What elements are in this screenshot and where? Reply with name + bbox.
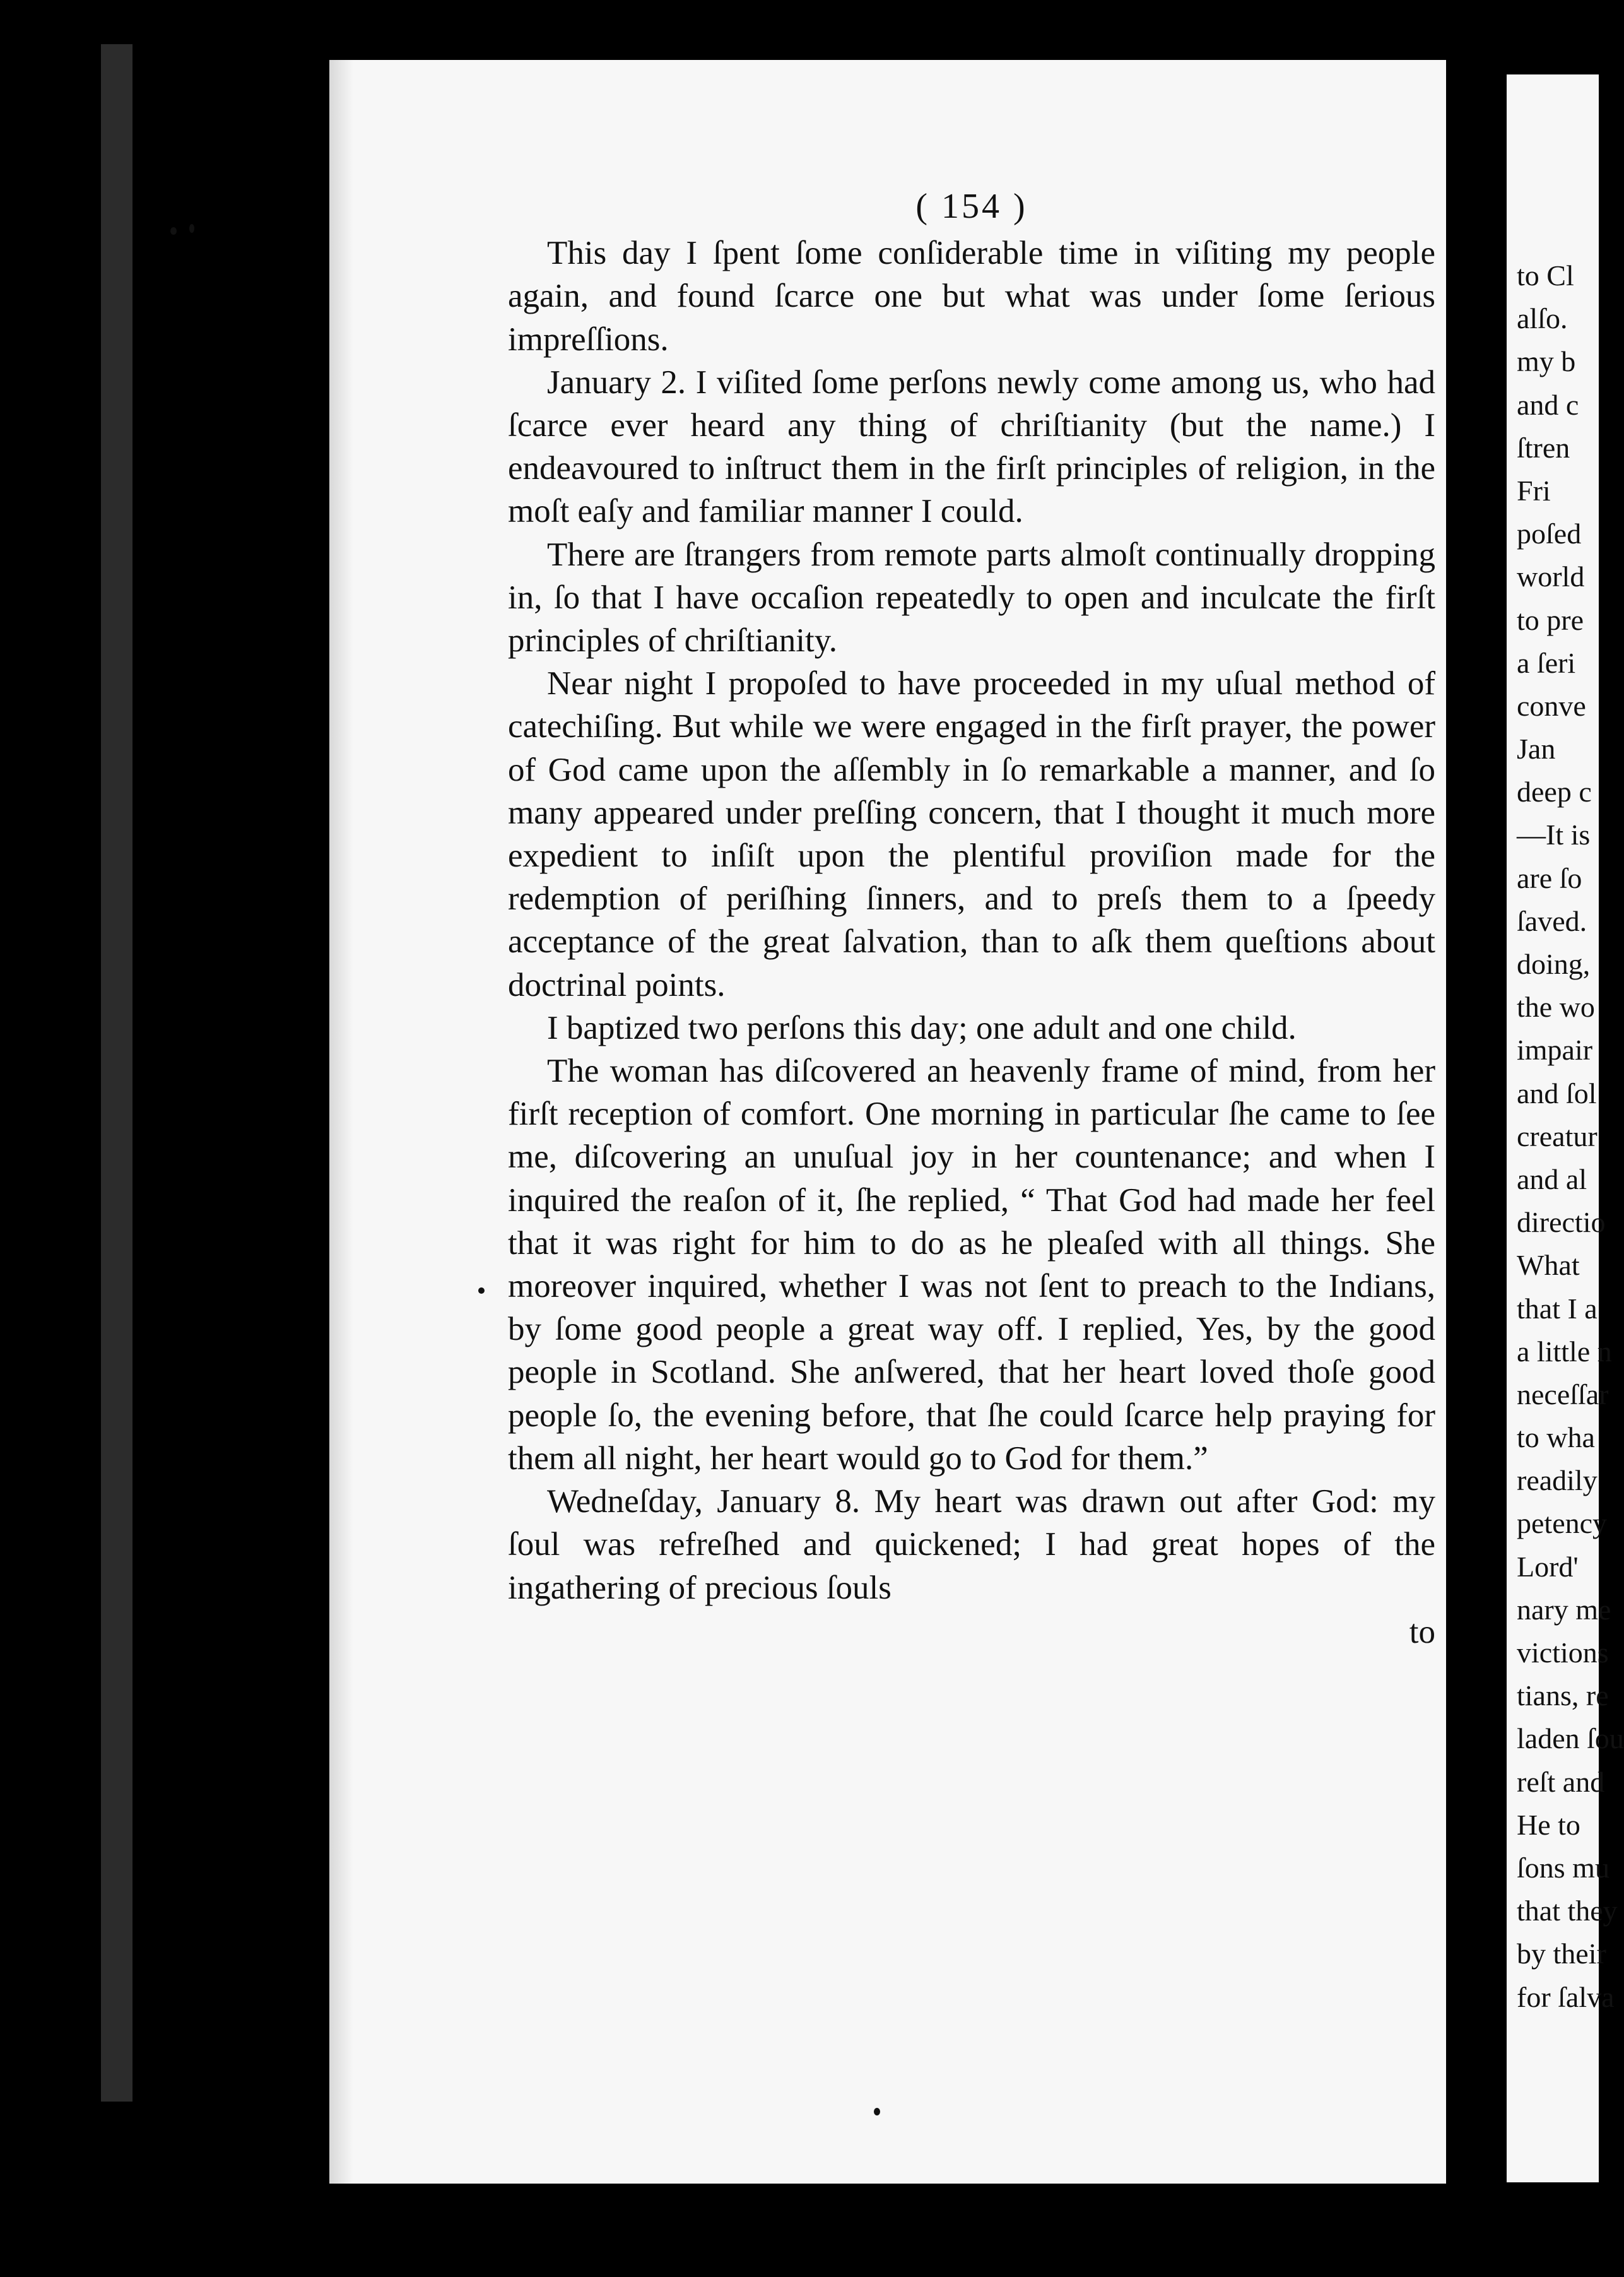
adjacent-page-line: to Cl xyxy=(1517,259,1574,292)
adjacent-page-line: laden ſou xyxy=(1517,1722,1624,1755)
adjacent-page-line: ſons mu xyxy=(1517,1851,1609,1884)
adjacent-page-line: reſt and xyxy=(1517,1765,1605,1798)
adjacent-page-line: ſtren xyxy=(1517,431,1570,464)
adjacent-page-line: petency xyxy=(1517,1507,1608,1540)
adjacent-page-line: —It is xyxy=(1517,819,1591,851)
adjacent-page-line: doing, xyxy=(1517,948,1591,980)
adjacent-page-line: Jan xyxy=(1517,733,1556,766)
paragraph: The woman has diſcovered an heavenly frame of mind, from her firſt reception of comfort. One morning in particular ſhe came to ſee me, diſcovering an unuſual joy in her countenance; and when I inquired the reaſon of it, ſhe replied, “ That God had made her feel that it was right for him to do as he pleaſed with all things. She moreover inquired, whether I was not ſent to preach to the Indians, by ſome good people a great way off. I replied, Yes, by the good people in Scotland. She anſwered, that her heart loved thoſe good people ſo, the evening before, that ſhe could ſcarce help praying for them all night, her heart would go to God for them.” xyxy=(508,1053,1435,1477)
adjacent-page-line: He to xyxy=(1517,1808,1580,1841)
adjacent-page-line: my b xyxy=(1517,345,1576,378)
adjacent-page-line: nary me xyxy=(1517,1593,1611,1626)
adjacent-page-line: world xyxy=(1517,560,1585,593)
scan-speck xyxy=(478,1287,485,1294)
adjacent-page-line: and c xyxy=(1517,388,1579,421)
paragraph: I baptized two perſons this day; one adult and one child. xyxy=(547,1009,1297,1046)
paragraph: This day I ſpent ſome conſiderable time in viſiting my people again, and found ſcarce one but what was under ſome ſerious impreſſions. xyxy=(508,235,1435,358)
adjacent-page-line: alſo. xyxy=(1517,302,1568,335)
page-gutter-shadow xyxy=(329,60,353,2184)
catchword: to xyxy=(1409,1613,1435,1650)
page-text xyxy=(508,185,1435,1653)
adjacent-page-line: victions xyxy=(1517,1636,1609,1669)
adjacent-page-line: and ſol xyxy=(1517,1077,1597,1109)
adjacent-page-line: directio xyxy=(1517,1206,1606,1239)
adjacent-page-line: a little n xyxy=(1517,1335,1612,1368)
adjacent-page-line: tians, re xyxy=(1517,1679,1609,1712)
adjacent-page-line: the wo xyxy=(1517,991,1595,1024)
adjacent-page-line: Fri xyxy=(1517,474,1551,507)
adjacent-page-line: for ſalva xyxy=(1517,1980,1615,2013)
page-number: ( 154 ) xyxy=(915,187,1028,226)
adjacent-page-line: that I a xyxy=(1517,1292,1598,1325)
adjacent-page-line: by their xyxy=(1517,1937,1606,1970)
adjacent-page-text xyxy=(1507,74,1624,2019)
adjacent-page-line: are ſo xyxy=(1517,861,1582,894)
paragraph: Wedneſday, January 8. My heart was drawn out after God: my ſoul was refreſhed and quickened; I had great hopes of the ingathering of precious ſouls xyxy=(508,1483,1435,1606)
adjacent-page-line: deep c xyxy=(1517,776,1592,808)
adjacent-page-line: neceſſar xyxy=(1517,1378,1609,1411)
adjacent-page-line: to wha xyxy=(1517,1421,1595,1454)
scan-speck xyxy=(189,224,194,233)
adjacent-page-line: a ſeri xyxy=(1517,646,1576,679)
adjacent-page-line: that they xyxy=(1517,1895,1618,1927)
book-binding-edge xyxy=(101,44,132,2102)
adjacent-page-line: and al xyxy=(1517,1162,1587,1195)
adjacent-page-line: impair xyxy=(1517,1034,1593,1067)
adjacent-page-line: poſed xyxy=(1517,518,1582,550)
adjacent-page-line: conve xyxy=(1517,689,1586,722)
adjacent-page xyxy=(1507,74,1624,2182)
scan-speck xyxy=(874,2108,880,2115)
adjacent-page-line: ſaved. xyxy=(1517,904,1587,937)
paragraph: There are ſtrangers from remote parts almoſt continually dropping in, ſo that I have occaſion repeatedly to open and inculcate the firſt principles of chriſtianity. xyxy=(508,536,1435,659)
adjacent-page-line: creatur xyxy=(1517,1120,1598,1152)
adjacent-page-line: to pre xyxy=(1517,603,1584,636)
paragraph: January 2. I viſited ſome perſons newly come among us, who had ſcarce ever heard any thing of chriſtianity (but the name.) I endeavoured to inſtruct them in the firſt principles of religion, in the moſt eaſy and familiar manner I could. xyxy=(508,364,1435,530)
paragraph: Near night I propoſed to have proceeded in my uſual method of catechiſing. But while we were engaged in the firſt prayer, the power of God came upon the aſſembly in ſo remarkable a manner, and ſo many appeared under preſſing concern, that I thought it much more expedient to inſiſt upon the plentiful proviſion made for the redemption of periſhing ſinners, and to preſs them to a ſpeedy acceptance of the great ſalvation, than to aſk them queſtions about doctrinal points. xyxy=(508,665,1435,1003)
scan-speck xyxy=(170,227,177,235)
adjacent-page-line: readily xyxy=(1517,1464,1598,1497)
adjacent-page-line: Lord' xyxy=(1517,1550,1579,1583)
adjacent-page-line: What xyxy=(1517,1249,1580,1282)
